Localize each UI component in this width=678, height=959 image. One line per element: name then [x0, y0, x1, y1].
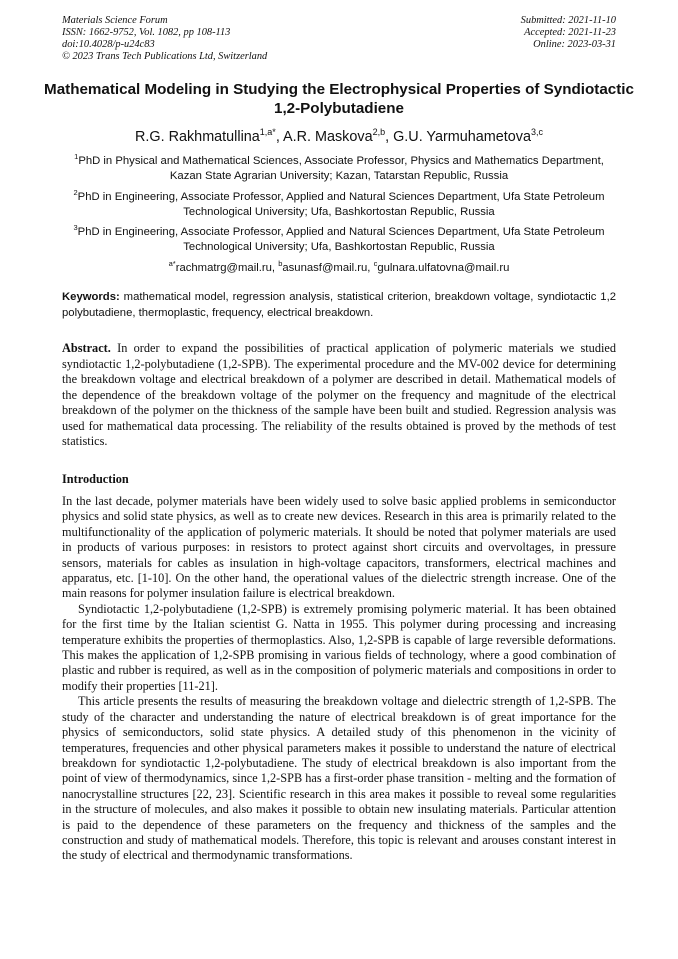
email-marker: c — [373, 259, 378, 268]
author-affiliation-marker: 2,b — [372, 127, 386, 137]
affiliation — [62, 149, 616, 185]
journal-doi: doi:10.4028/p-u24c83 — [62, 39, 155, 50]
submission-dates — [521, 15, 616, 51]
email-marker: b — [278, 259, 283, 268]
affiliation-marker: 2 — [73, 188, 78, 197]
accepted-date: Accepted: 2021-11-23 — [524, 27, 616, 38]
author-emails — [62, 256, 616, 276]
keywords-text: mathematical model, regression analysis, statistical criterion, breakdown voltage, syndiotactic 1,2 polybutadiene, thermoplastic, frequency, electrical breakdown. — [62, 291, 616, 319]
affiliation — [62, 220, 616, 256]
affiliation-text: PhD in Engineering, Associate Professor, Applied and Natural Sciences Department, Ufa State Petroleum Technological University; Ufa, Bashkortostan Republic, Russia — [77, 190, 605, 219]
journal-info — [62, 15, 267, 63]
affiliation — [62, 185, 616, 221]
section-body — [62, 494, 616, 864]
affiliation-marker: 3 — [73, 223, 78, 232]
author-name: G.U. Yarmuhametova — [393, 128, 531, 145]
body-paragraph: In the last decade, polymer materials have been widely used to solve basic applied problems in semiconductor physics and solid state physics, as well as to create new devices. Research in this area is primarily related to the multifunctionality of the application of polymeric materials. It should be noted that polymer materials are used in products of various purposes: in resistors to protect against short circuits and overvoltages, in pressure sensors, materials for cables as insulation in high-voltage capacitors, transformers, electrical machines and apparatus, etc. [1-10]. On the other hand, the operational values of the dielectric strength increase. One of the main reasons for polymer insulation failure is electrical breakdown. — [62, 494, 616, 601]
email-marker: a* — [168, 259, 176, 268]
journal-name: Materials Science Forum — [62, 15, 168, 26]
author-affiliation-marker: 1,a* — [259, 127, 276, 137]
email-address: gulnara.ulfatovna@mail.ru — [377, 261, 510, 274]
abstract — [62, 341, 616, 450]
body-paragraph: Syndiotactic 1,2-polybutadiene (1,2-SPB) is extremely promising polymeric material. It has been obtained for the first time by the Italian scientist G. Natta in 1955. This polymer during processing and increasing temperature exhibits the properties of thermoplastics. Also, 1,2-SPB is capable of large reversible deformations. This makes the application of 1,2-SPB promising in various fields of technology, where a good combination of plastic and rubber is required, as well as in the composition of polymeric materials and compositions in order to modify their properties [11-21]. — [62, 601, 616, 693]
email-address: rachmatrg@mail.ru, — [175, 261, 279, 274]
online-date: Online: 2023-03-31 — [533, 39, 616, 50]
keywords — [62, 290, 616, 321]
submitted-date: Submitted: 2021-11-10 — [520, 15, 616, 26]
author-separator: , — [275, 128, 284, 145]
author-name: R.G. Rakhmatullina — [135, 128, 260, 145]
author-list — [40, 123, 638, 146]
abstract-text: In order to expand the possibilities of practical application of polymeric materials we studied syndiotactic 1,2-polybutadiene (1,2-SPB). The experimental procedure and the MV-002 device for determining the breakdown voltage and electrical breakdown of a polymer are described in detail. Mathematical models of the dependence of the breakdown voltage of the polymer on the frequency and magnitude of the electrical breakdown of the polymer on the thickness of the sample have been built and studied. Regression analysis was used for mathematical data processing. The reliability of the results obtained is proved by the methods of test statistics. — [62, 341, 616, 448]
author-affiliation-marker: 3,c — [530, 127, 543, 137]
affiliation-text: PhD in Physical and Mathematical Sciences, Associate Professor, Physics and Mathematics Department, Kazan State Agrarian University; Kazan, Tatarstan Republic, Russia — [78, 154, 604, 183]
author-separator: , — [385, 128, 394, 145]
journal-issn: ISSN: 1662-9752, Vol. 1082, pp 108-113 — [62, 27, 231, 38]
keywords-label: Keywords: — [62, 291, 120, 303]
email-address: asunasf@mail.ru, — [282, 261, 374, 274]
author-name: A.R. Maskova — [283, 128, 373, 145]
journal-copyright: © 2023 Trans Tech Publications Ltd, Switzerland — [62, 51, 268, 62]
paper-title: Mathematical Modeling in Studying the Electrophysical Properties of Syndiotactic 1,2-Polybutadiene — [44, 81, 634, 117]
body-paragraph: This article presents the results of measuring the breakdown voltage and dielectric strength of 1,2-SPB. The study of the character and understanding the nature of electrical breakdown is of great importance for the physics of semiconductors, solid state physics. A detailed study of this phenomenon in the vicinity of temperatures, frequencies and other physical parameters makes it possible to understand the nature of electrical breakdown for syndiotactic 1,2-polybutadiene. The study of electrical breakdown is also important from the point of view of thermodynamics, since 1,2-SPB has a first-order phase transition - melting and the formation of nanocrystalline structures [22, 23]. Scientific research in this area makes it possible to reveal some regularities in the structure of molecules, and also makes it possible to obtain new insulating materials. Particular attention is paid to the dependence of these parameters on the frequency and thickness of the samples and the construction and study of mathematical models. Therefore, this topic is relevant and arouses constant interest in the study of electrical and thermodynamic transformations. — [62, 694, 616, 863]
affiliation-marker: 1 — [74, 152, 79, 161]
affiliation-text: PhD in Engineering, Associate Professor, Applied and Natural Sciences Department, Ufa State Petroleum Technological University; Ufa, Bashkortostan Republic, Russia — [77, 225, 605, 254]
abstract-label: Abstract. — [62, 341, 111, 355]
section-heading: Introduction — [62, 472, 129, 486]
